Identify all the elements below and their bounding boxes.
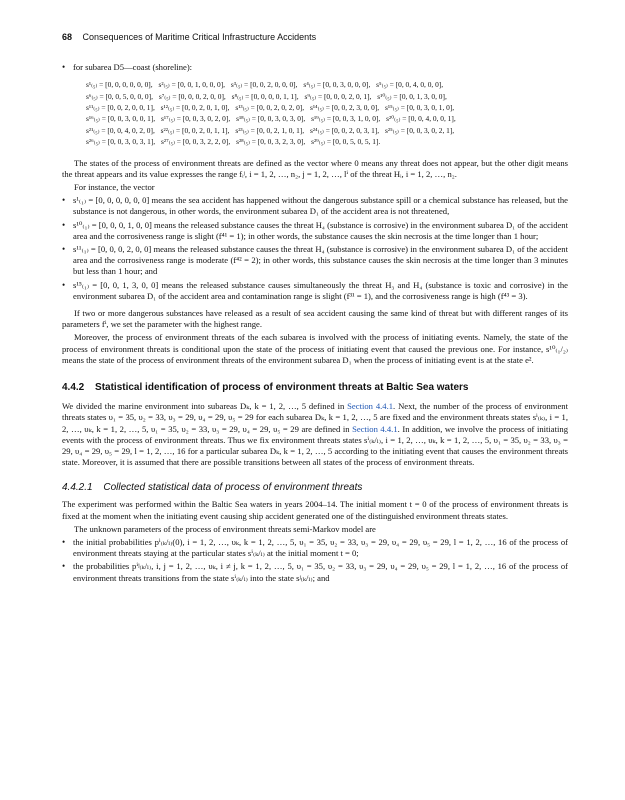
subsection-number: 4.4.2.1 (62, 482, 93, 494)
state-item: s²⁷₍₅₎ = [0, 0, 3, 2, 2, 0], (161, 137, 231, 147)
state-item: s⁵₍₅₎ = [0, 0, 4, 0, 0, 0], (376, 80, 444, 90)
paragraph-multiple-substances: If two or more dangerous substances have released as a result of sea accident causing the same kind of threat but with different ranges of its parameters fⁱ, we set the parameter with the highest range. (62, 308, 568, 330)
state-item: s²³₍₅₎ = [0, 0, 2, 1, 0, 1], (235, 125, 305, 135)
section-title: Statistical identification of process of environment threats at Baltic Sea waters (95, 382, 469, 394)
paragraph-moreover: Moreover, the process of environment threats of the each subarea is involved with the process of initiating events. Namely, the state of the process of environment threats is conditional upon the state of the process of initiating event that caused the previous one. For instance, s¹⁰₍₁/₂₎ means the state of the process of environment threats of the environment subarea D₁ when the process of initiating event is at the state e². (62, 332, 568, 365)
state-row (86, 136, 568, 147)
paragraph-unknown-parameters: The unknown parameters of the process of environment threats semi-Markov model are (74, 523, 376, 534)
state-item: s¹⁶₍₅₎ = [0, 0, 3, 0, 0, 1], (86, 114, 156, 124)
subsection-title: Collected statistical data of process of environment threats (103, 482, 363, 494)
state-item: s²⁰₍₅₎ = [0, 0, 4, 0, 0, 1], (386, 114, 456, 124)
section-heading (62, 382, 568, 393)
state-item: s¹⁷₍₅₎ = [0, 0, 3, 0, 2, 0], (161, 114, 231, 124)
text-run: We divided the marine environment into subareas Dₖ, k = 1, 2, …, 5 defined in (62, 401, 348, 412)
running-header (62, 32, 568, 42)
paragraph-subareas (62, 401, 568, 468)
state-item: s²₍₅₎ = [0, 0, 1, 0, 0, 0], (158, 80, 226, 90)
page (62, 32, 568, 586)
paragraph-for-instance: For instance, the vector (74, 182, 155, 193)
state-item: s²⁶₍₅₎ = [0, 0, 3, 0, 3, 1], (86, 137, 156, 147)
example-bullet: • s¹⁰₍₁₎ = [0, 0, 0, 1, 0, 0] means the released substance causes the threat H₄ (substance is corrosive) in the environment subarea D₁ of the accident area and the corrosiveness range is slight (f⁴¹ = 1); in other words, the substance causes the skin necrosis at the time longer than 1 hour; (62, 220, 568, 242)
example-bullet: • s¹⁵₍₁₎ = [0, 0, 1, 3, 0, 0] means the released substance causes simultaneously the threat H₃ and H₄ (substance is toxic and corrosive) in the environment subarea D₁ of the accident area and contamination range is slight (f³¹ = 1), and the corrosiveness range is high (f⁴³ = 3). (62, 280, 568, 302)
section-link[interactable]: Section 4.4.1 (347, 401, 394, 412)
state-row (86, 91, 568, 102)
state-item: s⁷₍₅₎ = [0, 0, 0, 2, 0, 0], (158, 91, 226, 101)
page-number: 68 (62, 32, 73, 42)
parameter-bullet: • the probabilities pⁱʲ₍ₖ/ₗ₎, i, j = 1, 2, …, υₖ, i ≠ j, k = 1, 2, …, 5, υ₁ = 35, υ₂ = 33, υ₃ = 29, υ₄ = 29, υ₅ = 29, l = 1, 2, …, 16 of the process of environment threats transitions from the state sⁱ₍ₖ/ₗ₎ into the state sʲ₍ₖ/ₗ₎; and (62, 561, 568, 583)
state-item: s²⁵₍₅₎ = [0, 0, 3, 0, 2, 1], (385, 125, 455, 135)
state-item: s²⁸₍₅₎ = [0, 0, 3, 2, 3, 0], (236, 137, 306, 147)
section-number: 4.4.2 (62, 382, 85, 394)
state-item: s⁶₍₅₎ = [0, 0, 5, 0, 0, 0], (86, 91, 153, 101)
state-item: s¹³₍₅₎ = [0, 0, 2, 0, 2, 0], (235, 103, 305, 113)
state-item: s¹₍₅₎ = [0, 0, 0, 0, 0, 0], (86, 80, 153, 90)
example-bullet: • s¹₍₁₎ = [0, 0, 0, 0, 0, 0] means the sea accident has happened without the dangerous substance spill or a chemical substance has released, but the substance is not dangerous, in other words, the environment subarea D₁ of the accident area is not threatened, (62, 195, 568, 217)
state-item: s¹²₍₅₎ = [0, 0, 2, 0, 1, 0], (160, 103, 230, 113)
subsection-heading (62, 482, 568, 493)
state-item: s¹⁰₍₅₎ = [0, 0, 1, 3, 0, 0], (377, 91, 447, 101)
state-row (86, 113, 568, 124)
paragraph-states-definition: The states of the process of environment threats are defined as the vector where 0 means any threat does not appear, but the other digit means the threat appears and its value expresses the range fᵢʲ, i = 1, 2, …, n₂, j = 1, 2, …, lⁱ of the threat Hᵢ, i = 1, 2, …, n₂. (62, 157, 568, 179)
state-item: s¹⁸₍₅₎ = [0, 0, 3, 0, 3, 0], (236, 114, 306, 124)
running-title: Consequences of Maritime Critical Infrastructure Accidents (82, 32, 317, 42)
example-bullet: • s¹¹₍₁₎ = [0, 0, 0, 2, 0, 0] means the released substance causes the threat H₄ (substance is corrosive) in the environment subarea D₁ of the accident area and the corrosiveness range is moderate (f⁴² = 2); in other words, this substance causes the skin necrosis at the time longer than 3 minutes but less than 1 hour; and (62, 244, 568, 278)
state-item: s³₍₅₎ = [0, 0, 2, 0, 0, 0], (230, 80, 298, 90)
state-item: s⁴₍₅₎ = [0, 0, 3, 0, 0, 0], (303, 80, 371, 90)
state-item: s⁸₍₅₎ = [0, 0, 0, 0, 1, 1], (231, 91, 299, 101)
text-run: . In addition, we involve the process of initiating events with the process of environment threats. Thus we fix environment threats states sⁱ₍ₖ/ₗ₎, i = 1, 2, …, υₖ, k = 1, 2, …, 5, υ₁ = 35, υ₂ = 33, υ₃ = 29, υ₄ = 29, υ₅ = 29, l = 1, 2, …, 16 for a particular subarea Dₖ, k = 1, 2, …, 5 according to the initiating event that causes the environment threats state. Moreover, it is assumed that there are possible transitions between all states of the process of environment threats. (62, 423, 568, 468)
state-item: s¹⁵₍₅₎ = [0, 0, 3, 0, 1, 0], (385, 103, 455, 113)
state-row (86, 102, 568, 113)
state-item: s¹⁴₍₅₎ = [0, 0, 2, 3, 0, 0], (309, 103, 380, 113)
section-link[interactable]: Section 4.4.1 (352, 423, 398, 434)
state-row (86, 125, 568, 136)
state-item: s²⁹₍₅₎ = [0, 0, 5, 0, 5, 1]. (311, 137, 381, 147)
state-item: s⁹₍₅₎ = [0, 0, 0, 2, 0, 1], (304, 91, 372, 101)
text-run: . Next, the number of the process of environment threats states υ₁ = 35, υ₂ = 33, υ₃ = 29, υ₄ = 29, υ₅ = 29 for each subarea Dₖ, k = 1, 2, …, 5 are fixed and the environment threats states sⁱ₍ₖ₎, i = 1, 2, …, υₖ, k = 1, 2, …, 5, υ₁ = 35, υ₂ = 33, υ₃ = 29, υ₄ = 29, υ₅ = 29 are defined in (62, 401, 568, 434)
paragraph-experiment: The experiment was performed within the Baltic Sea waters in years 2004–14. The initial moment t = 0 of the process of environment threats is fixed at the moment when the initiating event causing ship accident generated one of the distinguished environment threats states. (62, 499, 568, 521)
state-item: s¹⁹₍₅₎ = [0, 0, 3, 1, 0, 0], (311, 114, 381, 124)
state-item: s²²₍₅₎ = [0, 0, 2, 0, 1, 1], (160, 125, 230, 135)
state-list (86, 79, 568, 147)
state-item: s²¹₍₅₎ = [0, 0, 4, 0, 2, 0], (86, 125, 155, 135)
state-item: s²⁴₍₅₎ = [0, 0, 2, 0, 3, 1], (309, 125, 380, 135)
state-row (86, 79, 568, 90)
subarea-bullet: • for subarea D5—coast (shoreline): (62, 62, 568, 73)
parameter-bullet: • the initial probabilities pⁱ₍ₖ/ₗ₎(0), i = 1, 2, …, υₖ, k = 1, 2, …, 5, υ₁ = 35, υ₂ = 33, υ₃ = 29, υ₄ = 29, υ₅ = 29, l = 1, 2, …, 16 of the process of environment threats staying at the particular states sⁱ₍ₖ/ₗ₎ at the initial moment t = 0; (62, 537, 568, 559)
state-item: s¹¹₍₅₎ = [0, 0, 2, 0, 0, 1], (86, 103, 155, 113)
